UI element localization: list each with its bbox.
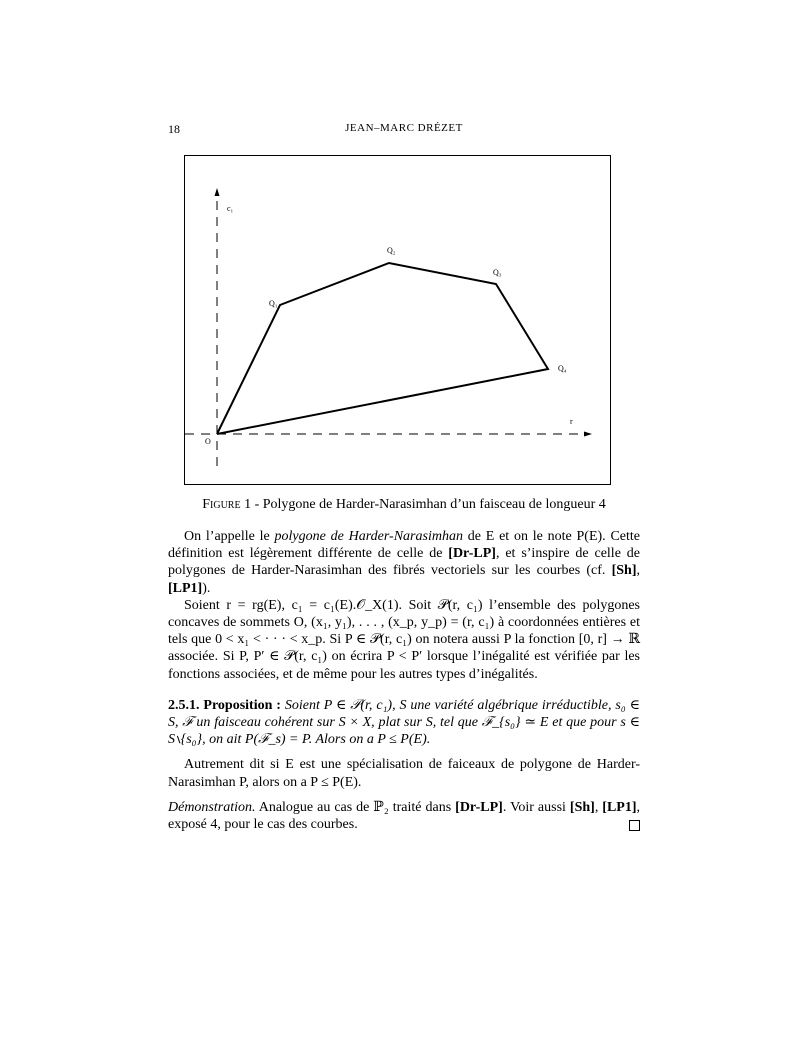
vertex-q3-label: Q₃ <box>493 268 502 277</box>
citation-lp1[interactable]: [LP1] <box>168 580 203 596</box>
emphasis: polygone de Harder-Narasimhan <box>274 529 463 544</box>
y-axis-label: c₁ <box>227 204 234 213</box>
proof-label: Démonstration. <box>168 799 256 815</box>
page-header <box>168 122 640 140</box>
text-run: . Voir aussi <box>502 799 570 815</box>
x-axis-arrow <box>584 432 592 437</box>
text-run: , <box>636 563 640 579</box>
hn-polygon <box>217 263 548 434</box>
vertex-q2-label: Q₂ <box>387 246 396 255</box>
figure-label: Figure 1 <box>202 497 252 512</box>
citation-lp1[interactable]: [LP1] <box>602 799 637 815</box>
page-number: 18 <box>168 122 180 136</box>
harder-narasimhan-polygon-diagram <box>185 156 612 486</box>
text-run: On l’appelle le <box>184 529 275 544</box>
proof <box>168 799 640 833</box>
paragraph-notation: Soient r = rg(E), c₁ = c₁(E).𝒪_X(1). Soit 𝒫(r, c₁) l’ensemble des polygones concaves de sommets O, (x₁, y₁), . . . , (x_p, y_p) = (r, c₁) à coordonnées entières et tels que 0 < x₁ < · · · < x_p. Si P ∈ 𝒫(r, c₁) on notera aussi P la fonction [0, r] → ℝ associée. Si P, P′ ∈ 𝒫(r, c₁) on écrira P < P′ lorsque l’inégalité est vérifiée par les fonctions associées, et de même pour les autres types d’inégalités. <box>168 597 640 682</box>
vertex-q1-label: Q₁ <box>269 299 278 308</box>
citation-dr-lp[interactable]: [Dr-LP] <box>455 799 503 815</box>
body-text <box>168 528 640 833</box>
y-axis-arrow <box>215 188 220 196</box>
proposition-number: 2.5.1. Proposition : <box>168 697 281 713</box>
citation-sh[interactable]: [Sh] <box>569 799 595 815</box>
running-title: JEAN–MARC DRÉZET <box>345 122 463 134</box>
proposition <box>168 697 640 749</box>
figure-frame <box>184 155 611 485</box>
figure-caption <box>168 497 640 513</box>
vertex-q4-label: Q₄ <box>558 364 567 373</box>
text-run: , <box>594 799 603 815</box>
text-run: Analogue au cas de ℙ₂ traité dans <box>255 799 456 815</box>
x-axis-label: r <box>570 417 573 426</box>
figure-caption-text: - Polygone de Harder-Narasimhan d’un faisceau de longueur 4 <box>251 497 606 512</box>
origin-label: O <box>205 437 211 446</box>
text-run: ). <box>202 580 211 596</box>
text-run: , et s’inspire de celle de polygones de Harder-Narasimhan des fibrés vectoriels sur les courbes (cf. <box>168 546 640 579</box>
qed-square-icon <box>629 820 640 831</box>
text-run: de E et on le note P(E). Cette définition est légèrement différente de celle de <box>168 529 640 562</box>
text-run: , exposé 4, pour le cas des courbes. <box>168 799 641 833</box>
proposition-statement: Soient P ∈ 𝒫(r, c₁), S une variété algébrique irréductible, s₀ ∈ S, ℱ un faisceau cohérent sur S × X, plat sur S, tel que ℱ_{s₀} ≃ E et que pour s ∈ S∖{s₀}, on ait P(ℱ_s) = P. Alors on a P ≤ P(E). <box>168 697 640 748</box>
citation-sh[interactable]: [Sh] <box>611 563 637 579</box>
citation-dr-lp[interactable]: [Dr-LP] <box>448 546 496 562</box>
paragraph-remark: Autrement dit si E est une spécialisation de faiceaux de polygone de Harder-Narasimhan P, alors on a P ≤ P(E). <box>168 757 640 790</box>
paragraph-definition <box>168 528 640 597</box>
